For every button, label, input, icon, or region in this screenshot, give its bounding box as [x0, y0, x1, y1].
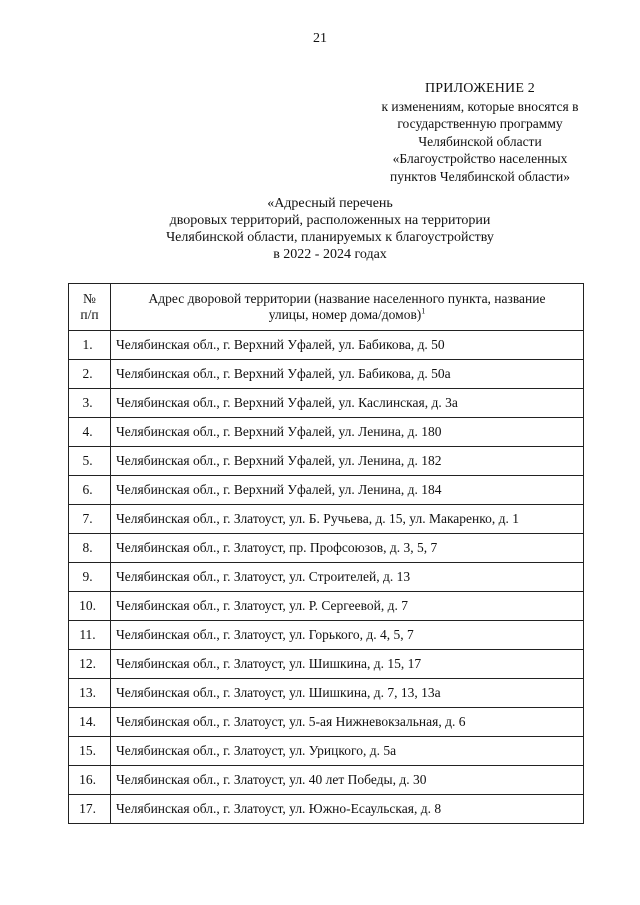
appendix-line: «Благоустройство населенных — [392, 151, 568, 166]
row-number: 8. — [69, 534, 111, 563]
row-address: Челябинская обл., г. Златоуст, пр. Профсоюзов, д. 3, 5, 7 — [111, 534, 584, 563]
document-heading — [120, 195, 540, 263]
appendix-line: к изменениям, которые вносятся в — [381, 98, 579, 114]
row-number: 4. — [69, 418, 111, 447]
row-address: Челябинская обл., г. Златоуст, ул. Строителей, д. 13 — [111, 563, 584, 592]
table-row — [69, 360, 584, 389]
row-number: 2. — [69, 360, 111, 389]
heading-line: «Адресный перечень — [267, 196, 393, 211]
row-address: Челябинская обл., г. Златоуст, ул. Урицкого, д. 5а — [111, 737, 584, 766]
row-number: 13. — [69, 679, 111, 708]
row-address: Челябинская обл., г. Златоуст, ул. Шишкина, д. 15, 17 — [111, 650, 584, 679]
footnote-mark: 1 — [421, 306, 426, 316]
row-number: 15. — [69, 737, 111, 766]
table-row — [69, 505, 584, 534]
row-number: 7. — [69, 505, 111, 534]
row-number: 10. — [69, 592, 111, 621]
row-address: Челябинская обл., г. Верхний Уфалей, ул. Каслинская, д. 3а — [111, 389, 584, 418]
row-address: Челябинская обл., г. Златоуст, ул. 40 лет Победы, д. 30 — [111, 766, 584, 795]
table-body — [69, 331, 584, 824]
address-table — [68, 283, 584, 824]
header-address: Адрес дворовой территории (название населенного пункта, название улицы, номер дома/домов)$^1$ — [111, 284, 584, 331]
row-address: Челябинская обл., г. Златоуст, ул. Р. Сергеевой, д. 7 — [111, 592, 584, 621]
row-number: 6. — [69, 476, 111, 505]
table-row — [69, 795, 584, 824]
row-address: Челябинская обл., г. Златоуст, ул. Б. Ручьева, д. 15, ул. Макаренко, д. 1 — [111, 505, 584, 534]
table-row — [69, 563, 584, 592]
table-row — [69, 389, 584, 418]
table-row — [69, 708, 584, 737]
heading-line: в 2022 - 2024 годах — [273, 247, 387, 262]
table-row — [69, 621, 584, 650]
page-number: 21 — [313, 31, 327, 46]
row-number: 16. — [69, 766, 111, 795]
row-address: Челябинская обл., г. Златоуст, ул. Шишкина, д. 7, 13, 13а — [111, 679, 584, 708]
row-number: 5. — [69, 447, 111, 476]
table-header-row — [69, 284, 584, 331]
row-number: 3. — [69, 389, 111, 418]
table-row — [69, 534, 584, 563]
row-number: 9. — [69, 563, 111, 592]
table-row — [69, 737, 584, 766]
table-row — [69, 766, 584, 795]
appendix-line: пунктов Челябинской области» — [390, 168, 570, 184]
appendix-line: государственную программу — [397, 116, 563, 131]
heading-line: Челябинской области, планируемых к благоустройству — [166, 230, 494, 245]
row-number: 17. — [69, 795, 111, 824]
table-row — [69, 592, 584, 621]
appendix-title: ПРИЛОЖЕНИЕ 2 — [424, 81, 536, 96]
row-number: 11. — [69, 621, 111, 650]
table-row — [69, 418, 584, 447]
row-address: Челябинская обл., г. Верхний Уфалей, ул. Ленина, д. 182 — [111, 447, 584, 476]
row-address: Челябинская обл., г. Верхний Уфалей, ул. Бабикова, д. 50а — [111, 360, 584, 389]
row-address: Челябинская обл., г. Верхний Уфалей, ул. Ленина, д. 180 — [111, 418, 584, 447]
table-row — [69, 650, 584, 679]
table-row — [69, 331, 584, 360]
row-address: Челябинская обл., г. Златоуст, ул. Южно-Есаульская, д. 8 — [111, 795, 584, 824]
row-address: Челябинская обл., г. Верхний Уфалей, ул. Ленина, д. 184 — [111, 476, 584, 505]
row-address: Челябинская обл., г. Златоуст, ул. 5-ая Нижневокзальная, д. 6 — [111, 708, 584, 737]
table-row — [69, 447, 584, 476]
appendix-block — [330, 80, 630, 185]
row-address: Челябинская обл., г. Верхний Уфалей, ул. Бабикова, д. 50 — [111, 331, 584, 360]
row-number: 12. — [69, 650, 111, 679]
heading-line: дворовых территорий, расположенных на территории — [169, 213, 491, 228]
row-number: 1. — [69, 331, 111, 360]
row-address: Челябинская обл., г. Златоуст, ул. Горького, д. 4, 5, 7 — [111, 621, 584, 650]
table-row — [69, 679, 584, 708]
appendix-line: Челябинской области — [418, 133, 542, 149]
header-number: № п/п — [69, 284, 111, 331]
table-row — [69, 476, 584, 505]
row-number: 14. — [69, 708, 111, 737]
